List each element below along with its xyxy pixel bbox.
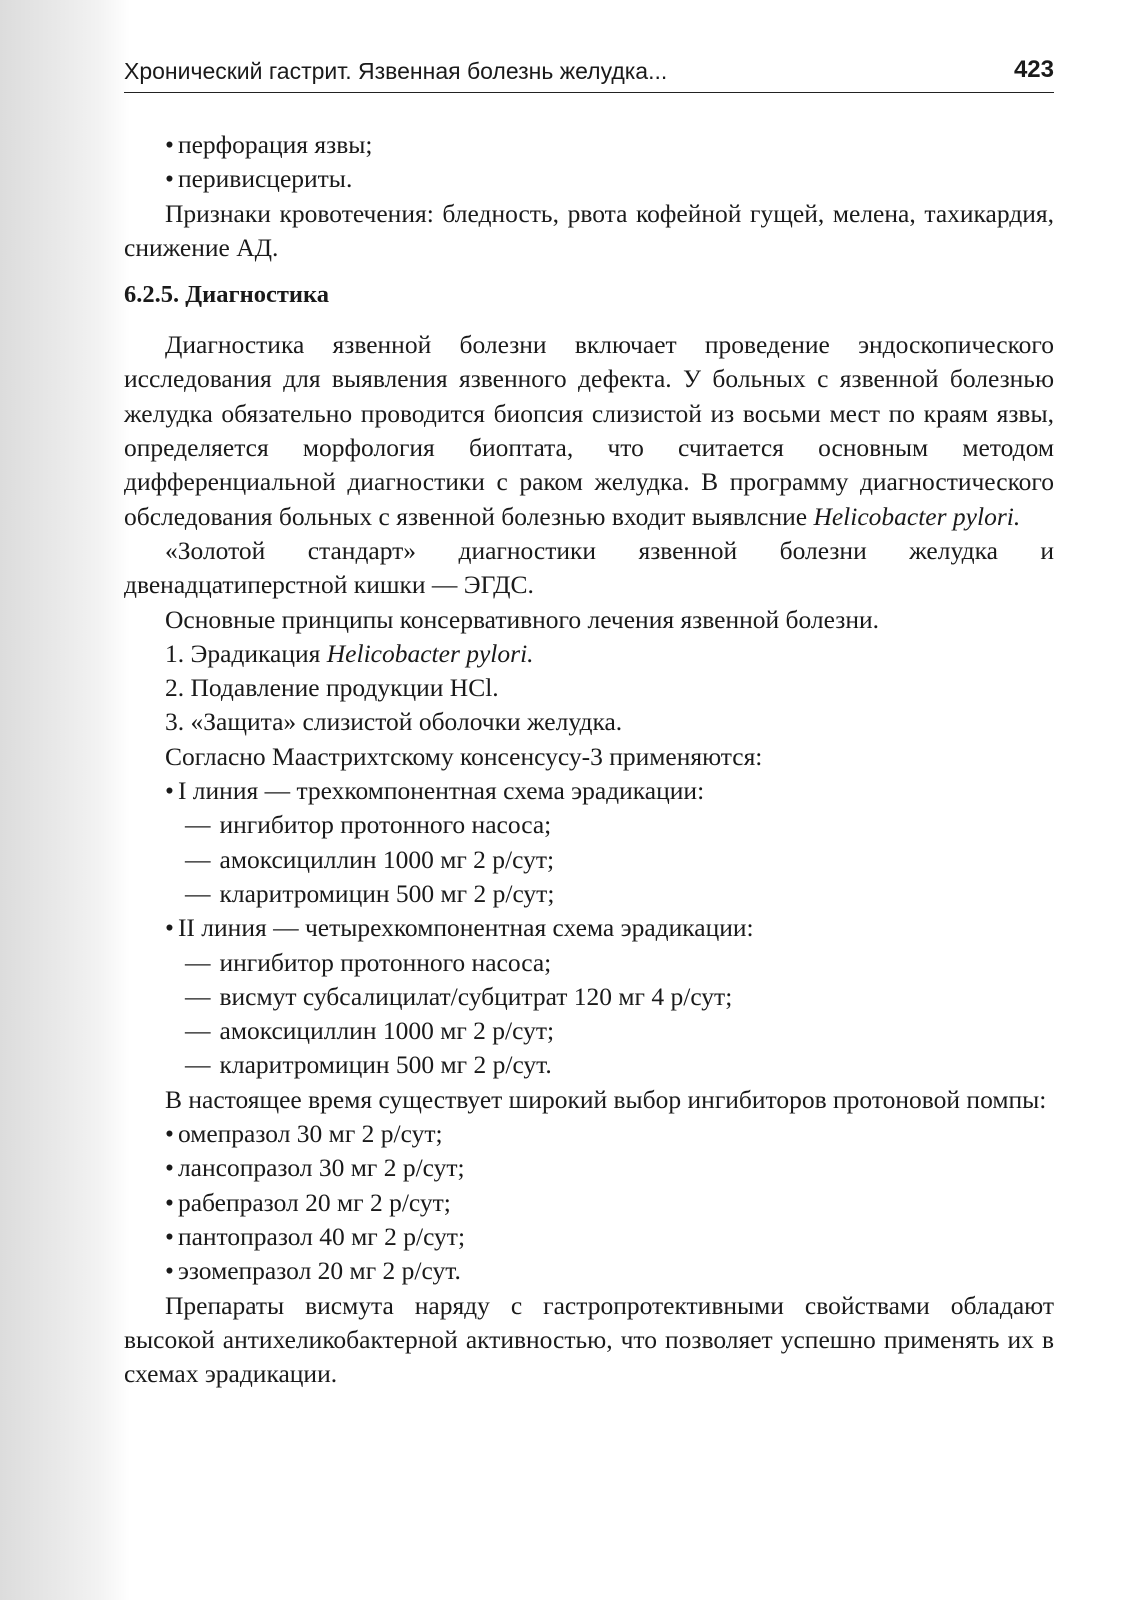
gold-standard-paragraph: «Золотой стандарт» диагностики язвенной болезни желудка и двенадцатиперстной кишки — ЭГДС. <box>124 535 1054 600</box>
running-title: Хронический гастрит. Язвенная болезнь желудка... <box>124 58 668 84</box>
list-item: • лансопразол 30 мг 2 р/сут; <box>124 1151 1054 1185</box>
helicobacter-term: Helicobacter pylori. <box>326 638 534 668</box>
list-item: — кларитромицин 500 мг 2 р/сут; <box>124 877 1054 911</box>
list-item: — амоксициллин 1000 мг 2 р/сут; <box>124 1014 1054 1048</box>
principle-item-3: 3. «Защита» слизистой оболочки желудка. <box>165 707 623 737</box>
therapy-line-1-title: • I линия — трехкомпонентная схема эрадикации: <box>124 774 1054 808</box>
list-item: — амоксициллин 1000 мг 2 р/сут; <box>124 843 1054 877</box>
list-item: • перфорация язвы; <box>124 128 1054 162</box>
running-header <box>124 58 1054 93</box>
bleeding-signs-paragraph: Признаки кровотечения: бледность, рвота кофейной гущей, мелена, тахикардия, снижение АД. <box>124 198 1054 262</box>
section-heading: 6.2.5. Диагностика <box>124 281 329 309</box>
list-item: — висмут субсалицилат/субцитрат 120 мг 4 р/сут; <box>124 980 1054 1014</box>
diagnostics-text: Диагностика язвенной болезни включает проведение эндоскопического исследования для выявления язвенного дефекта. У больных с язвенной болезнью желудка обязательно проводится биопсия слизистой из восьми мест по краям язвы, определяется морфология биоптата, что считается основным методом дифференциальной диагностики с раком желудка. В программу диагностического обследования больных с язвенной болезнью входит выявлсние <box>124 330 1054 531</box>
principle-item-1 <box>124 637 1054 671</box>
bismuth-paragraph: Препараты висмута наряду с гастропротективными свойствами обладают высокой антихеликобактерной активностью, что позволяет успешно применять их в схемах эрадикации. <box>124 1290 1054 1389</box>
helicobacter-term: Helicobacter pylori. <box>813 501 1021 531</box>
therapy-line-2-title: • II линия — четырехкомпонентная схема эрадикации: <box>124 911 1054 945</box>
list-item: • пантопразол 40 мг 2 р/сут; <box>124 1220 1054 1254</box>
maastricht-intro: Согласно Маастрихтскому консенсусу-3 применяются: <box>165 741 763 771</box>
principles-intro: Основные принципы консервативного лечения язвенной болезни. <box>165 604 880 634</box>
list-item: — ингибитор протонного насоса; <box>124 808 1054 842</box>
list-item: • перивисцериты. <box>124 162 1054 196</box>
diagnostics-paragraph <box>124 328 1054 534</box>
list-item: • рабепразол 20 мг 2 р/сут; <box>124 1186 1054 1220</box>
list-item: • эзомепразол 20 мг 2 р/сут. <box>124 1254 1054 1288</box>
list-item: — кларитромицин 500 мг 2 р/сут. <box>124 1048 1054 1082</box>
page-gutter-shadow <box>0 0 130 1600</box>
list-item: • омепразол 30 мг 2 р/сут; <box>124 1117 1054 1151</box>
principle-1-text: 1. Эрадикация <box>165 638 327 668</box>
list-item: — ингибитор протонного насоса; <box>124 946 1054 980</box>
page-number: 423 <box>1013 56 1054 83</box>
ppi-intro-paragraph: В настоящее время существует широкий выбор ингибиторов протоновой помпы: <box>165 1084 1047 1114</box>
page-body <box>124 128 1054 1391</box>
principle-item-2: 2. Подавление продукции НСl. <box>165 673 499 703</box>
